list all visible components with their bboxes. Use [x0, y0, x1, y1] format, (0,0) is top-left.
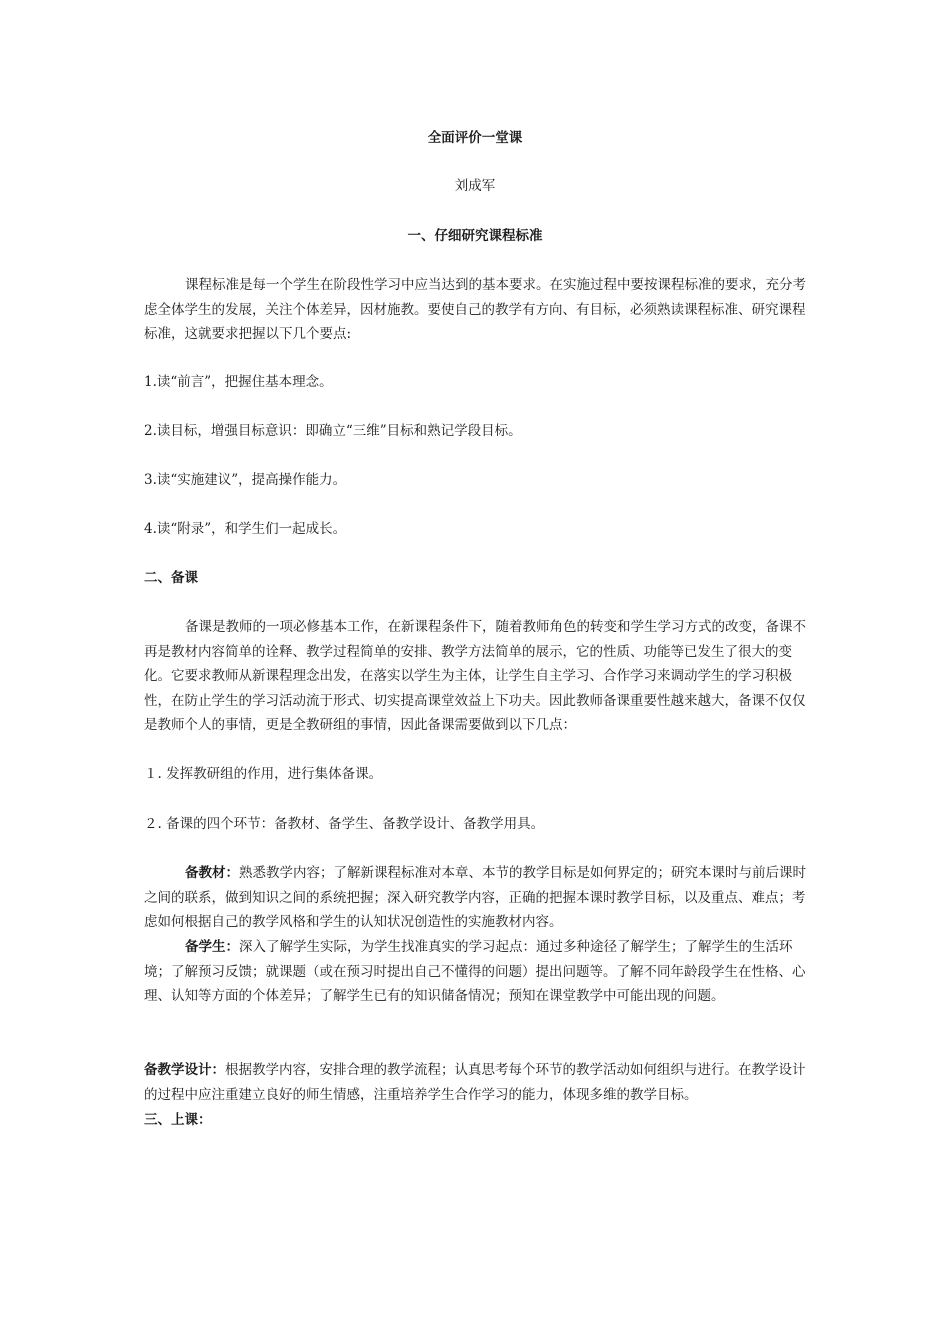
section-2-heading: 二、备课: [144, 570, 198, 586]
section-2-intro: 备课是教师的一项必修基本工作，在新课程条件下，随着教师角色的转变和学生学习方式的改变，备课不再是教材内容简单的诠释、教学过程简单的安排、教学方法简单的展示，它的性质、功能等已发生了很大的变化。它要求教师从新课程理念出发，在落实以学生为主体，让学生自主学习、合作学习来调动学生的学习积极性，在防止学生的学习活动流于形式、切实提高课堂效益上下功夫。因此教师备课重要性越来越大，备课不仅仅是教师个人的事情，更是全教研组的事情，因此备课需要做到以下几点：: [144, 619, 806, 733]
section-2-item-2: ２. 备课的四个环节：备教材、备学生、备教学设计、备教学用具。: [144, 816, 545, 832]
prepare-materials-text: 熟悉教学内容；了解新课程标准对本章、本节的教学目标是如何界定的；研究本课时与前后课时之间的联系，做到知识之间的系统把握；深入研究教学内容，正确的把握本课时教学目标，以及重点、难点；考虑如何根据自己的教学风格和学生的认知状况创造性的实施教材内容。: [144, 865, 806, 930]
prepare-design-label: 备教学设计：: [144, 1062, 225, 1078]
section-1-item-3: 3.读“实施建议”，提高操作能力。: [144, 472, 347, 488]
section-3-heading: 三、上课：: [144, 1112, 212, 1128]
section-2-item-1: １. 发挥教研组的作用，进行集体备课。: [144, 766, 383, 782]
prepare-materials-paragraph: [144, 861, 806, 935]
document-author: 刘成军: [454, 178, 496, 194]
prepare-design-text: 根据教学内容，安排合理的教学流程；认真思考每个环节的教学活动如何组织与进行。在教学设计的过程中应注重建立良好的师生情感，注重培养学生合作学习的能力，体现多维的教学目标。: [144, 1062, 806, 1103]
prepare-materials-label: 备教材：: [185, 865, 239, 881]
prepare-design-paragraph: [144, 1058, 806, 1107]
prepare-students-label: 备学生：: [185, 939, 239, 955]
section-1-item-4: 4.读“附录”，和学生们一起成长。: [144, 521, 347, 537]
prepare-students-paragraph: [144, 935, 806, 1009]
section-1-intro: 课程标准是每一个学生在阶段性学习中应当达到的基本要求。在实施过程中要按课程标准的要求，充分考虑全体学生的发展，关注个体差异，因材施教。要使自己的教学有方向、有目标，必须熟读课程标准、研究课程标准，这就要求把握以下几个要点:: [144, 277, 806, 342]
section-1-heading: 一、仔细研究课程标准: [407, 228, 543, 244]
prepare-students-text: 深入了解学生实际，为学生找准真实的学习起点：通过多种途径了解学生；了解学生的生活环境；了解预习反馈；就课题（或在预习时提出自己不懂得的问题）提出问题等。了解不同年龄段学生在性格、心理、认知等方面的个体差异；了解学生已有的知识储备情况；预知在课堂教学中可能出现的问题。: [144, 939, 806, 1004]
section-1-item-1: 1.读“前言”，把握住基本理念。: [144, 374, 333, 390]
section-1-item-2: 2.读目标，增强目标意识：即确立“三维”目标和熟记学段目标。: [144, 423, 522, 439]
document-title: 全面评价一堂课: [427, 130, 523, 146]
